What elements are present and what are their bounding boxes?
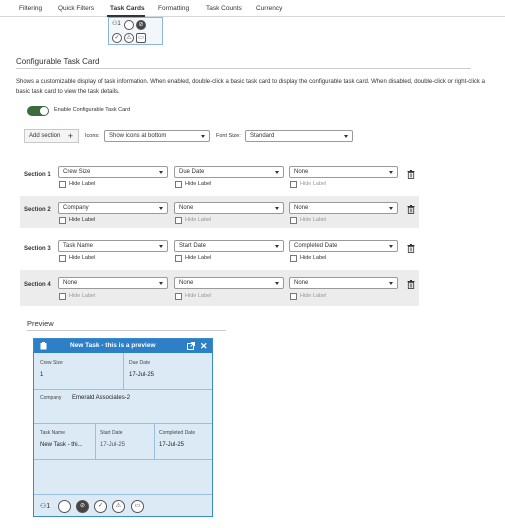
warning-icon: ⚠ — [112, 500, 125, 513]
crew-icon: ⚇1 — [112, 21, 121, 27]
hide-label-checkbox[interactable] — [175, 181, 182, 188]
chevron-down-icon — [275, 207, 279, 210]
hide-label-checkbox[interactable] — [175, 255, 182, 262]
plus-icon: + — [67, 131, 73, 141]
hide-label-checkbox[interactable] — [290, 255, 297, 262]
hide-label-text: Hide Label — [300, 217, 327, 223]
chevron-down-icon — [159, 245, 163, 248]
check-icon: ✓ — [94, 500, 107, 513]
comment-icon: ▭ — [136, 33, 146, 43]
select-value: None — [294, 169, 309, 175]
enable-configurable-toggle[interactable] — [27, 106, 49, 116]
font-size-select[interactable] — [245, 130, 353, 142]
card-row-divider — [34, 459, 212, 460]
chevron-down-icon — [275, 245, 279, 248]
icons-label: Icons: — [85, 133, 100, 139]
tab-formatting[interactable]: Formatting — [158, 5, 190, 12]
hide-label-text: Hide Label — [69, 181, 96, 187]
section-4-field-2-select[interactable] — [174, 277, 284, 289]
hide-label-text: Hide Label — [69, 217, 96, 223]
chevron-down-icon — [389, 207, 393, 210]
hide-label-checkbox[interactable] — [290, 181, 297, 188]
section-2-field-3-select[interactable] — [289, 202, 398, 214]
hide-label-text: Hide Label — [185, 181, 212, 187]
start-date-caption: Start Date — [100, 430, 123, 436]
section-2-field-2-select[interactable] — [174, 202, 284, 214]
toggle-knob — [40, 107, 48, 115]
select-value: Company — [63, 205, 89, 211]
select-value: None — [179, 205, 194, 211]
icons-select-value: Show icons at bottom — [109, 133, 167, 139]
close-icon[interactable]: ✕ — [200, 341, 208, 351]
crew-size-caption: Crew Size — [40, 360, 63, 366]
hide-label-text: Hide Label — [185, 293, 212, 299]
icons-select[interactable] — [104, 130, 210, 142]
tab-currency[interactable]: Currency — [256, 5, 283, 12]
company-caption: Company — [40, 395, 62, 401]
section-2-field-1-select[interactable] — [58, 202, 168, 214]
cell-divider — [95, 423, 96, 459]
comment-icon: ▭ — [131, 500, 144, 513]
section-label: Section 4 — [24, 282, 51, 288]
crew-count: 1 — [46, 503, 51, 510]
section-3-field-2-select[interactable] — [174, 240, 284, 252]
trash-icon[interactable] — [407, 244, 415, 253]
link-icon: ⊘ — [136, 20, 146, 30]
card-title: New Task - this is a preview — [70, 342, 156, 349]
preview-title: Preview — [27, 319, 54, 328]
card-row-divider — [34, 423, 212, 424]
section-4-field-3-select[interactable] — [289, 277, 398, 289]
select-value: Due Date — [179, 169, 205, 175]
tab-quick-filters[interactable]: Quick Filters — [58, 5, 95, 12]
section-label: Section 1 — [24, 172, 51, 178]
hide-label-checkbox[interactable] — [59, 255, 66, 262]
hide-label-checkbox[interactable] — [59, 181, 66, 188]
task-card-preview[interactable] — [33, 338, 213, 517]
section-1-field-2-select[interactable] — [174, 166, 284, 178]
warning-icon: ⚠ — [124, 33, 134, 43]
chevron-down-icon — [159, 282, 163, 285]
hide-label-checkbox[interactable] — [290, 217, 297, 224]
due-date-caption: Due Date — [129, 360, 151, 366]
section-row-2 — [20, 196, 419, 228]
cell-divider — [154, 423, 155, 459]
toggle-label: Enable Configurable Task Card — [54, 107, 131, 113]
task-name-value: New Task - thi... — [40, 442, 83, 448]
company-value: Emerald Associates-2 — [72, 395, 131, 401]
section-3-field-3-select[interactable] — [289, 240, 398, 252]
section-label: Section 2 — [24, 207, 51, 213]
hide-label-text: Hide Label — [185, 217, 212, 223]
add-section-button[interactable] — [24, 129, 79, 143]
check-icon: ✓ — [112, 33, 122, 43]
preview-divider — [27, 330, 226, 331]
chevron-down-icon — [275, 171, 279, 174]
tab-task-cards[interactable]: Task Cards — [110, 5, 145, 12]
section-row-3 — [20, 235, 419, 267]
expand-icon[interactable] — [187, 342, 195, 350]
hide-label-checkbox[interactable] — [175, 217, 182, 224]
circle-icon — [58, 500, 71, 513]
clipboard-icon — [40, 342, 47, 350]
chevron-down-icon — [389, 171, 393, 174]
hide-label-checkbox[interactable] — [290, 293, 297, 300]
card-row-divider — [34, 389, 212, 390]
card-header — [34, 339, 212, 353]
hide-label-checkbox[interactable] — [175, 293, 182, 300]
select-value: None — [63, 280, 78, 286]
trash-icon[interactable] — [407, 205, 415, 214]
cell-divider — [123, 353, 124, 389]
hide-label-text: Hide Label — [69, 293, 96, 299]
hide-label-checkbox[interactable] — [59, 217, 66, 224]
start-date-value: 17-Jul-25 — [100, 442, 126, 448]
card-footer-divider — [34, 494, 212, 495]
hide-label-text: Hide Label — [300, 181, 327, 187]
chevron-down-icon — [344, 135, 348, 138]
select-value: None — [179, 280, 194, 286]
select-value: None — [294, 280, 309, 286]
hide-label-checkbox[interactable] — [59, 293, 66, 300]
section-row-4 — [20, 270, 419, 306]
trash-icon[interactable] — [407, 170, 415, 179]
crew-icon: ⚇1 — [40, 503, 51, 510]
chevron-down-icon — [275, 282, 279, 285]
section-3-field-1-select[interactable] — [58, 240, 168, 252]
select-value: None — [294, 205, 309, 211]
section-1-field-3-select[interactable] — [289, 166, 398, 178]
chevron-down-icon — [159, 207, 163, 210]
select-value: Start Date — [179, 243, 207, 249]
crew-size-value: 1 — [40, 372, 44, 378]
completed-date-value: 17-Jul-25 — [159, 442, 185, 448]
hide-label-text: Hide Label — [300, 255, 327, 261]
chevron-down-icon — [389, 245, 393, 248]
trash-icon[interactable] — [407, 280, 415, 289]
task-name-caption: Task Name — [40, 430, 66, 436]
hide-label-text: Hide Label — [69, 255, 96, 261]
select-value: Crew Size — [63, 169, 91, 175]
circle-icon — [124, 20, 134, 30]
link-icon: ⊘ — [76, 500, 89, 513]
chevron-down-icon — [201, 135, 205, 138]
hide-label-text: Hide Label — [185, 255, 212, 261]
crew-count: 1 — [117, 21, 121, 27]
tab-bar — [0, 0, 505, 17]
section-title: Configurable Task Card — [16, 57, 100, 66]
due-date-value: 17-Jul-25 — [129, 372, 155, 378]
section-1-field-1-select[interactable] — [58, 166, 168, 178]
font-size-select-value: Standard — [250, 133, 275, 139]
hide-label-text: Hide Label — [300, 293, 327, 299]
section-description: Shows a customizable display of task information. When enabled, double-click a basic task card to display the configurable task card. When disabled, double-click or right-click a basic task card to view the task details. — [16, 79, 485, 95]
select-value: Completed Date — [294, 243, 338, 249]
tab-task-counts[interactable]: Task Counts — [206, 5, 242, 12]
section-divider — [16, 68, 471, 69]
select-value: Task Name — [63, 243, 94, 249]
basic-card-icon-preview — [108, 17, 163, 45]
tab-filtering[interactable]: Filtering — [19, 5, 43, 12]
section-row-1 — [20, 161, 419, 193]
chevron-down-icon — [159, 171, 163, 174]
completed-date-caption: Completed Date — [159, 430, 196, 436]
section-4-field-1-select[interactable] — [58, 277, 168, 289]
chevron-down-icon — [389, 282, 393, 285]
font-size-label: Font Size: — [216, 133, 241, 139]
section-label: Section 3 — [24, 246, 51, 252]
add-section-label: Add section — [29, 133, 61, 139]
